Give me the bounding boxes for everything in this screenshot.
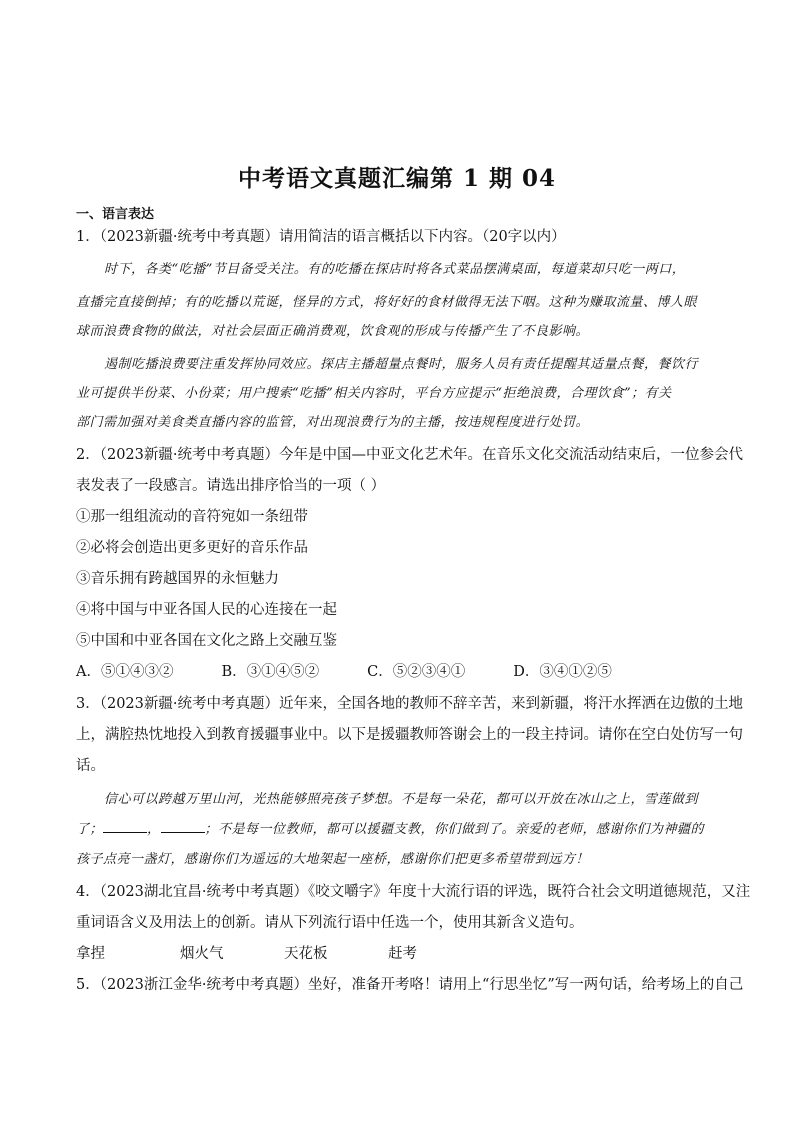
q1-passage-line: 遏制吃播浪费要注重发挥协同效应。探店主播超量点餐时，服务人员有责任提醒其适量点餐，餐饮行 — [104, 357, 699, 372]
answer-blank-2[interactable] — [161, 822, 205, 833]
q2-item: ②必将会创造出更多更好的音乐作品 — [76, 540, 308, 556]
q3-passage-line — [76, 818, 704, 837]
q3-passage-text: 了； — [76, 822, 104, 837]
q4-term: 赶考 — [388, 946, 417, 962]
q3-passage-line: 孩子点亮一盏灯，感谢你们为遥远的大地架起一座桥，感谢你们把更多希望带到远方！ — [76, 852, 590, 867]
q3-passage-sep: ， — [147, 822, 161, 837]
q1-passage-line: 球而浪费食物的做法，对社会层面正确消费观，饮食观的形成与传播产生了不良影响。 — [76, 324, 590, 339]
q2-item: ⑤中国和中亚各国在文化之路上交融互鉴 — [76, 633, 337, 649]
page-title: 中考语文真题汇编第 1 期 04 — [237, 165, 557, 192]
q2-option-d[interactable]: D．③④①②⑤ — [513, 664, 612, 680]
question-1-stem: 1．（2023新疆·统考中考真题）请用简洁的语言概括以下内容。（20字以内） — [76, 229, 566, 245]
question-3-stem: 3．（2023新疆·统考中考真题）近年来，全国各地的教师不辞辛苦，来到新疆，将汗水挥洒在边傲的土地 — [76, 696, 743, 712]
section-heading: 一、语言表达 — [76, 207, 155, 222]
q2-option-c[interactable]: C．⑤②③④① — [367, 664, 466, 680]
q2-item: ④将中国与中亚各国人民的心连接在一起 — [76, 602, 337, 618]
question-2-stem: 2．（2023新疆·统考中考真题）今年是中国—中亚文化艺术年。在音乐文化交流活动结束后，一位参会代 — [76, 447, 743, 463]
q4-terms — [76, 942, 417, 963]
q2-item: ③音乐拥有跨越国界的永恒魅力 — [76, 571, 279, 587]
question-4-stem: 4．（2023湖北宜昌·统考中考真题）《咬文嚼字》年度十大流行语的评选，既符合社会文明道德规范，又注 — [76, 884, 751, 900]
q2-options — [76, 660, 612, 681]
q1-passage-line: 部门需加强对美食类直播内容的监管，对出现浪费行为的主播，按违规程度进行处罚。 — [76, 415, 590, 430]
question-2-stem-cont: 表发表了一段感言。请选出排序恰当的一项（ ） — [76, 478, 386, 494]
q2-item: ①那一组组流动的音符宛如一条纽带 — [76, 509, 308, 525]
q4-term: 烟火气 — [180, 946, 224, 962]
q1-passage-line: 直播完直接倒掉；有的吃播以荒诞，怪异的方式，将好好的食材做得无法下咽。这种为赚取流量、博人眼 — [76, 295, 698, 310]
question-4-stem-cont: 重词语含义及用法上的创新。请从下列流行语中任选一个，使用其新含义造句。 — [76, 915, 584, 931]
question-3-stem-cont: 话。 — [76, 758, 105, 774]
q4-term: 天花板 — [284, 946, 328, 962]
q1-passage-line: 业可提供半份菜、小份菜；用户搜索“吃播”相关内容时，平台方应提示“拒绝浪费，合理饮食”；有关 — [76, 386, 672, 401]
q3-passage-text: ；不是每一位教师，都可以援疆支教，你们做到了。亲爱的老师，感谢你们为神疆的 — [204, 822, 705, 837]
q4-term: 拿捏 — [76, 946, 105, 962]
q2-option-b[interactable]: B．③①④⑤② — [221, 664, 320, 680]
q2-option-a[interactable]: A．⑤①④③② — [76, 664, 174, 680]
q3-passage-line: 信心可以跨越万里山河，光热能够照亮孩子梦想。不是每一朵花，都可以开放在冰山之上，雪莲做到 — [104, 792, 699, 807]
q1-passage-line: 时下，各类“吃播”节目备受关注。有的吃播在探店时将各式菜品摆满桌面，每道菜却只吃一两口， — [104, 262, 686, 277]
question-5-stem: 5．（2023浙江金华·统考中考真题）坐好，准备开考咯！请用上“行思坐忆”写一两句话，给考场上的自己 — [76, 977, 744, 993]
answer-blank-1[interactable] — [103, 822, 147, 833]
question-3-stem-cont: 上，满腔热忱地投入到教育援疆事业中。以下是援疆教师答谢会上的一段主持词。请你在空白处仿写一句 — [76, 727, 743, 743]
